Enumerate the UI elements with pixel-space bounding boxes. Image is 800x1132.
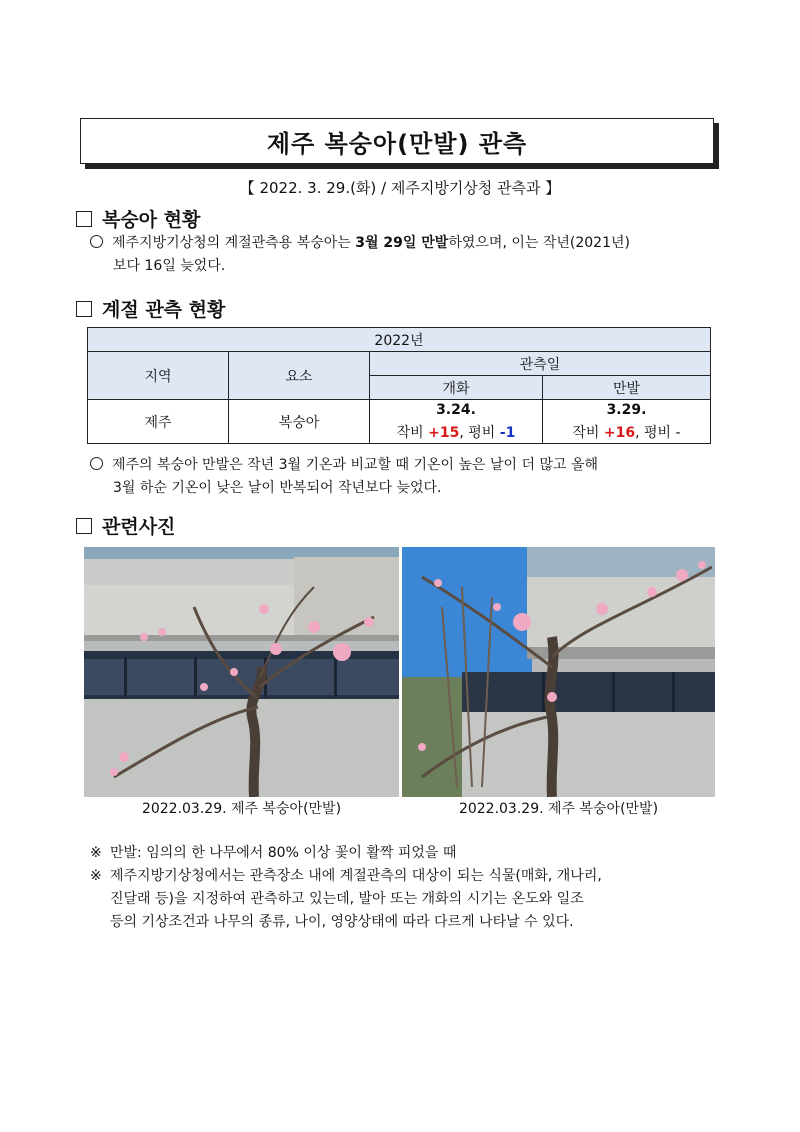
full-bloom-date: 3.29. — [606, 401, 647, 418]
last-year-diff: +15 — [428, 424, 460, 441]
table-header-element: 요소 — [229, 352, 370, 400]
normal-diff: - — [675, 424, 681, 441]
section-title: 복숭아 현황 — [102, 209, 201, 231]
status-paragraph — [90, 232, 730, 278]
table-cell-flowering — [370, 400, 543, 444]
circle-bullet-icon — [90, 235, 103, 248]
table-header-full-bloom: 만발 — [543, 376, 711, 400]
dateline: 【 2022. 3. 29.(화) / 제주지방기상청 관측과 】 — [239, 179, 561, 197]
footnote-text: 만발: 임의의 한 나무에서 80% 이상 꽃이 활짝 피었을 때 — [110, 845, 457, 861]
photo-caption-1: 2022.03.29. 제주 복숭아(만발) — [141, 801, 342, 817]
observation-note — [90, 454, 730, 500]
title-box — [80, 118, 714, 164]
status-text-b: 하였으며, 이는 작년(2021년) — [448, 235, 630, 251]
full-bloom-comparison: 작비 +16, 평비 - — [572, 424, 681, 441]
section-title: 관련사진 — [102, 516, 176, 538]
table-cell-region: 제주 — [88, 400, 229, 444]
table-cell-element: 복숭아 — [229, 400, 370, 444]
checkbox-square-icon — [76, 301, 92, 317]
status-text-bold: 3월 29일 만발 — [355, 235, 449, 251]
last-year-diff: +16 — [603, 424, 636, 441]
observation-note-line2: 3월 하순 기온이 낮은 날이 반복되어 작년보다 늦었다. — [113, 480, 442, 496]
last-year-label: 작비 — [572, 424, 600, 441]
reference-mark-icon: ※ — [90, 845, 102, 861]
section-heading-observation — [76, 295, 225, 322]
table-header-region: 지역 — [88, 352, 229, 400]
normal-label: 평비 — [644, 424, 672, 441]
normal-diff: -1 — [499, 424, 516, 441]
observation-note-line1: 제주의 복숭아 만발은 작년 3월 기온과 비교할 때 기온이 높은 날이 더 많고 올해 — [112, 457, 599, 473]
footnote-text-line2: 진달래 등)을 지정하여 관측하고 있는데, 발아 또는 개화의 시기는 온도와 일조 — [110, 891, 584, 907]
footnote-definition — [90, 842, 730, 865]
status-text-a: 제주지방기상청의 계절관측용 복숭아는 — [112, 235, 356, 251]
last-year-label: 작비 — [396, 424, 424, 441]
peach-blossom-photo-1 — [84, 547, 399, 797]
checkbox-square-icon — [76, 211, 92, 227]
table-header-flowering: 개화 — [370, 376, 543, 400]
peach-blossom-photo-2 — [402, 547, 715, 797]
table-year-header: 2022년 — [88, 328, 711, 352]
status-text-line2: 보다 16일 늦었다. — [113, 258, 226, 274]
checkbox-square-icon — [76, 518, 92, 534]
section-heading-status — [76, 205, 200, 232]
footnote-text-line3: 등의 기상조건과 나무의 종류, 나이, 영양상태에 따라 다르게 나타날 수 있다. — [110, 914, 574, 930]
normal-label: 평비 — [468, 424, 496, 441]
observation-table — [87, 327, 711, 444]
footnote-text-line1: 제주지방기상청에서는 관측장소 내에 계절관측의 대상이 되는 식물(매화, 개나리, — [110, 868, 602, 884]
flowering-date: 3.24. — [436, 401, 476, 418]
table-header-obs-date: 관측일 — [370, 352, 711, 376]
section-title: 계절 관측 현황 — [102, 299, 226, 321]
photo-caption-2: 2022.03.29. 제주 복숭아(만발) — [458, 801, 659, 817]
section-heading-photos — [76, 512, 175, 539]
reference-mark-icon: ※ — [90, 868, 102, 884]
table-cell-full-bloom — [543, 400, 711, 444]
page-title: 제주 복숭아(만발) 관측 — [266, 129, 528, 158]
circle-bullet-icon — [90, 457, 103, 470]
footnote-explanation — [90, 865, 730, 934]
flowering-comparison: 작비 +15, 평비 -1 — [396, 424, 516, 441]
